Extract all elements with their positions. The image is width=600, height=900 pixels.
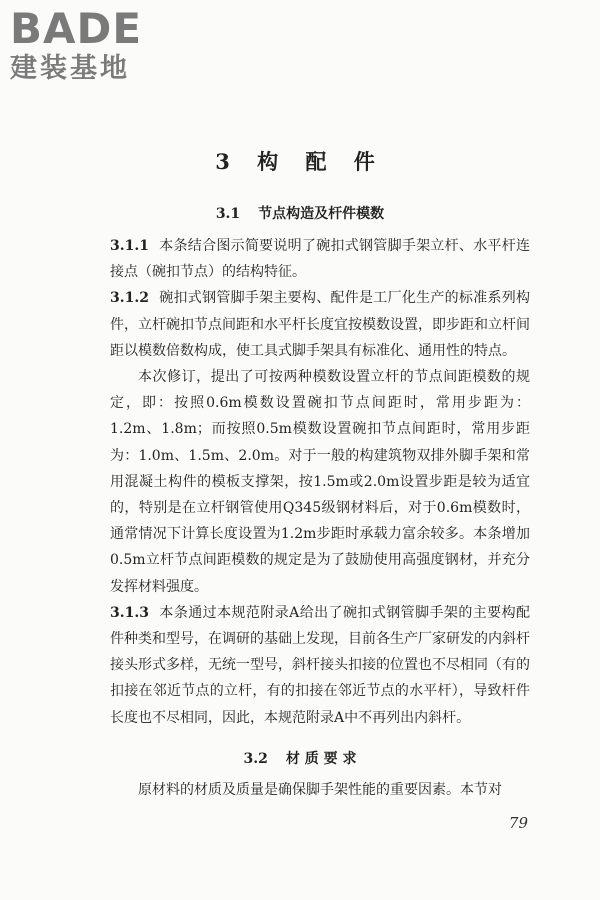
chapter-heading [0, 146, 600, 176]
section-3-2-paragraph: 原材料的材质及质量是确保脚手架性能的重要因素。本节对 [138, 782, 502, 798]
logo-wordmark: BADE [10, 4, 143, 53]
clause-3-1-2 [110, 285, 530, 364]
clause-text: 碗扣式钢管脚手架主要构、配件是工厂化生产的标准系列构件，立杆碗扣节点间距和水平杆长度宜按模数设置，即步距和立杆间距以模数倍数构成，使工具式脚手架具有标准化、通用性的特点。 [110, 290, 530, 359]
clause-number: 3.1.2 [110, 290, 149, 307]
section-number: 3.2 [243, 751, 268, 767]
section-number: 3.1 [215, 206, 241, 222]
section-title: 节点构造及杆件模数 [258, 206, 385, 222]
clause-3-1-2-para2: 本次修订，提出了可按两种模数设置立杆的节点间距模数的规定，即：按照0.6m模数设置碗扣节点间距时，常用步距为：1.2m、1.8m；而按照0.5m模数设置碗扣节点间距时，常用步距为：1.0m、1.5m、2.0m。对于一般的构建筑物双排外脚手架和常用混凝土构件的模板支撑架，按1.5m或2.0m设置步距是较为适宜的，特别是在立杆钢管使用Q345级钢材料后，对于0.6m模数时，通常情况下计算长度设置为1.2m步距时承载力富余较多。本条增加0.5m立杆节点间距模数的规定是为了鼓励使用高强度钢材，并充分发挥材料强度。 [110, 369, 530, 595]
section-heading-3-1 [0, 203, 600, 223]
logo-subtitle: 建装基地 [10, 53, 130, 84]
clause-3-1-1 [110, 233, 530, 285]
page-number: 79 [508, 814, 528, 832]
clause-text: 本条通过本规范附录A给出了碗扣式钢管脚手架的主要构配件种类和型号，在调研的基础上发现，目前各生产厂家研发的内斜杆接头形式多样，无统一型号，斜杆接头扣接的位置也不尽相同（有的扣接在邻近节点的立杆，有的扣接在邻近节点的水平杆），导致杆件长度也不尽相同，因此，本规范附录A中不再列出内斜杆。 [110, 604, 530, 726]
chapter-number: 3 [215, 149, 240, 174]
section-title: 材 质 要 求 [285, 751, 357, 767]
clause-3-1-3 [110, 600, 530, 731]
section-body-3-2 [110, 777, 530, 803]
clause-number: 3.1.3 [110, 604, 149, 621]
chapter-title: 构 配 件 [257, 149, 385, 174]
brand-logo [10, 6, 142, 86]
section-body-3-1 [110, 233, 530, 731]
clause-number: 3.1.1 [110, 238, 149, 254]
section-heading-3-2 [0, 748, 600, 768]
clause-text: 本条结合图示简要说明了碗扣式钢管脚手架立杆、水平杆连接点（碗扣节点）的结构特征。 [110, 238, 530, 281]
